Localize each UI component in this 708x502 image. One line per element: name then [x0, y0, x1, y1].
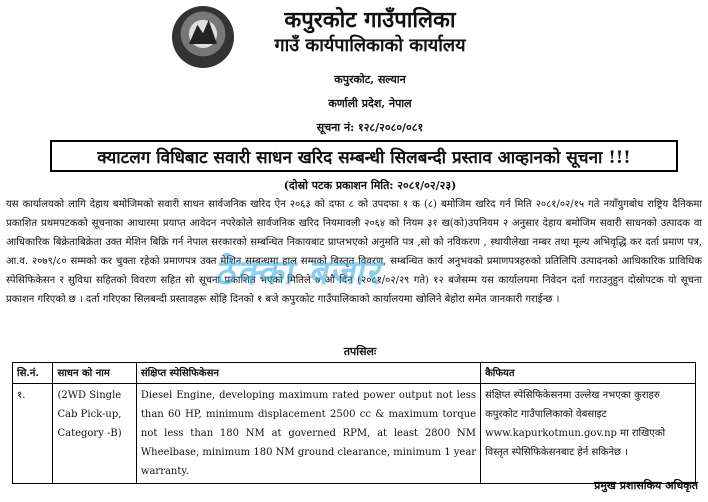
notice-body: यस कार्यालयको लागि देहाय बमोजिमको सवारी साधन सार्वजनिक खरिद ऐन २०६३ को दफा ८ को उपदफा १ क (८) बमोजिम खरिद गर्न मिति २०८१/०२/१५ गते नयाँयुगबोध राष्ट्रिय दैनिकमा प्रकाशित प्रथमपटकको सूचनाका आधारमा प्रयाप्त आवेदन नपरेकोले सार्वजनिक खरिद नियमावली २०६४ को नियम ३१ ख(को)उपनियम २ अनुसार देहाय बमोजिम सवारी साधनको उत्पादक वा आधिकारिक बिक्रेताबिक्रेता उक्त मेशिन बिक्रि गर्न नेपाल सरकारको सम्बन्धित निकायबाट प्राप्तभएको अनुमति पत्र ,सो को नविकरण , स्थायीलेखा नम्बर तथा मूल्य अभिवृद्धि कर दर्ता प्रमाण पत्र, आ.व. २०७९/८० सम्मको कर चुक्ता रहेको प्रमाणपत्र उक्त मेशिन सम्बन्धमा हाल सम्मको बिस्तृत विवरण, सम्बन्धित कार्य अनुभवको प्रमाणपत्रहरुको प्रतिलिपि उत्पादनको आधिकारिक प्राविधिक स्पेसिफिकेसन र सुविधा सहितको विवरण सहित सो सूचना प्रकाशित भएको मितिले ७ औं दिन (२०८१/०२/२९ गते) १२ बजेसम्म यस कार्यालयमा निवेदन दर्ता गराउनुहुन दोस्रोपटक यो सूचना प्रकाशन गरिएको छ । दर्ता गरिएका सिलबन्दी प्रस्तावहरू सोहि दिनको १ बजे कपुरकोट गाउँपालिकाको कार्यालयमा खोलिने बेहोरा समेत जानकारी गराईन्छ । — [6, 199, 702, 305]
table-label: तपसिलः — [343, 345, 377, 358]
header-vehicle-name: साधन को नाम — [53, 363, 136, 384]
office-name: कपुरकोट गाउँपालिका — [284, 7, 456, 33]
signatory: प्रमुख प्रशासकिय अधिकृत — [594, 479, 698, 492]
notice-title: क्याटलग विधिबाट सवारी साधन खरिद सम्बन्धी सिलबन्दी प्रस्ताव आव्हानको सूचना !!! — [50, 140, 678, 172]
header-serial: सि.नं. — [13, 363, 53, 384]
header-specification: संक्षिप्त स्पेसिफिकेसन — [136, 363, 480, 384]
header-remarks: कैफियत — [481, 363, 696, 384]
notice-reference-number: सूचना नं: १२८/२०८०/०८१ — [316, 121, 424, 134]
watermark: ठेक्का बजार — [213, 253, 389, 293]
row-remarks: संक्षिप्त स्पेसिफिकेसनमा उल्लेख नभएका कुराहरु कपुरकोट गाउँपालिकाको वेबसाइट www.kapurkotmun.gov.np मा राखिएको विस्तृत स्पेसिफिकेसनबाट हेर्न सकिनेछ । — [481, 384, 696, 484]
notice-subtitle: (दोस्रो पटक प्रकाशन मिति: २०८१/०२/२३) — [283, 179, 457, 192]
office-subtitle: गाउँ कार्यपालिकाको कार्यालय — [274, 35, 466, 56]
office-address: कपुरकोट, सल्यान — [334, 73, 406, 86]
vehicle-table — [12, 362, 696, 484]
row-vehicle-name: (2WD Single Cab Pick-up, Category -B) — [53, 384, 136, 484]
row-serial: १. — [13, 384, 53, 484]
table-row — [13, 384, 696, 484]
table-header-row — [13, 363, 696, 384]
government-emblem-icon — [172, 6, 234, 68]
row-specification: Diesel Engine, developing maximum rated power output not less than 60 HP, minimum displacement 2500 cc & maximum torque not less than 180 NM at governed RPM, at least 2800 NM Wheelbase, minimum 180 NM ground clearance, minimum 1 year warranty. — [136, 384, 480, 484]
office-province: कर्णाली प्रदेश, नेपाल — [328, 97, 412, 110]
